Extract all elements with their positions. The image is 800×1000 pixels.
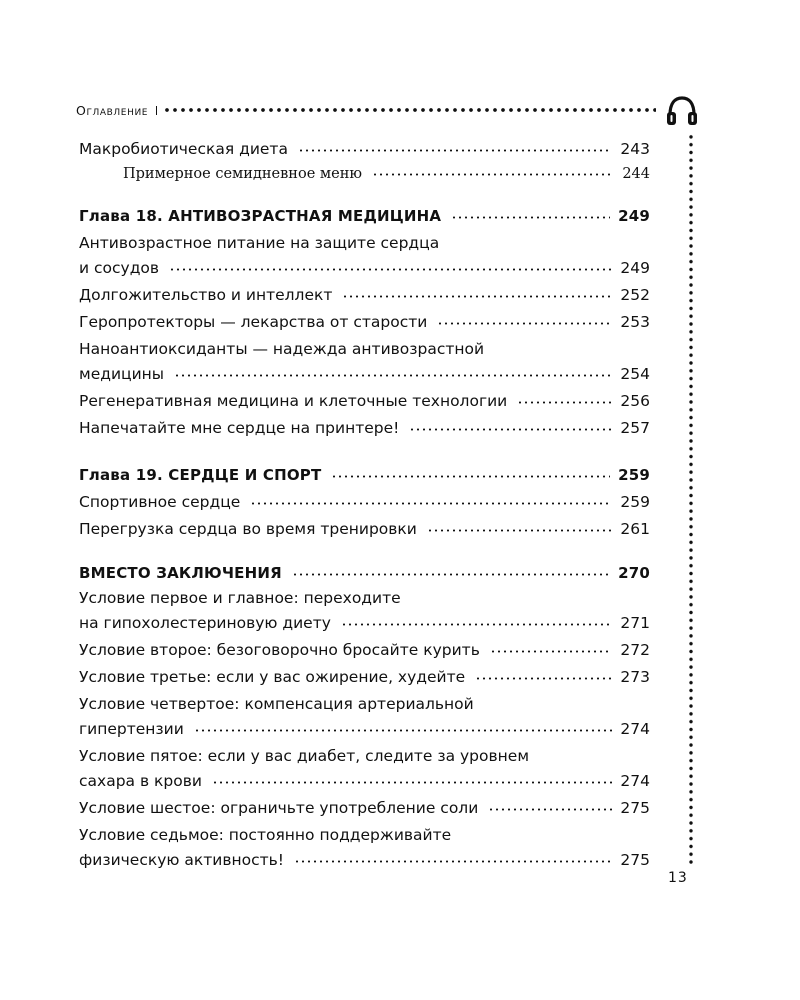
toc-entry (79, 586, 650, 636)
toc-entry (79, 204, 650, 229)
dot-leader (451, 207, 610, 222)
toc-entry (79, 692, 650, 742)
dot-leader (490, 641, 612, 657)
toc-line (79, 638, 650, 663)
toc-entry-title: Глава 19. СЕРДЦЕ И СПОРТ (79, 466, 322, 484)
toc-entry (79, 463, 650, 488)
toc-line (79, 490, 650, 515)
dot-leader (169, 259, 612, 275)
dot-leader (174, 365, 612, 381)
vertical-dotted-rule (689, 133, 693, 865)
dot-leader (292, 564, 610, 579)
toc-entry-title: Антивозрастное питание на защите сердца (79, 234, 440, 252)
toc-entry-title: Условие первое и главное: переходите (79, 589, 401, 607)
toc-entry (79, 744, 650, 794)
dot-leader (517, 392, 612, 408)
toc-line (79, 204, 650, 229)
toc-page-number: 244 (622, 166, 650, 182)
toc-entry-title: Условие третье: если у вас ожирение, худейте (79, 668, 466, 686)
toc-entry-title: Напечатайте мне сердце на принтере! (79, 419, 400, 437)
toc-entry-title: Условие второе: безоговорочно бросайте курить (79, 641, 480, 659)
toc-page-number: 274 (620, 720, 650, 738)
dot-leader (475, 668, 612, 684)
toc-page-number: 274 (620, 772, 650, 790)
header-dotted-rule (163, 108, 656, 112)
toc-line (79, 848, 650, 873)
toc-entry-title: и сосудов (79, 259, 160, 277)
dot-leader (194, 720, 612, 736)
toc-line (79, 362, 650, 387)
toc-entry-title: Глава 18. АНТИВОЗРАСТНАЯ МЕДИЦИНА (79, 207, 442, 225)
toc-line (79, 586, 650, 611)
toc-entry-title: Наноантиоксиданты — надежда антивозрастной (79, 340, 485, 358)
toc-entry (79, 416, 650, 441)
toc-line (79, 389, 650, 414)
toc-line (79, 283, 650, 308)
dot-leader (294, 851, 612, 867)
toc-line (79, 823, 650, 848)
toc-line (79, 717, 650, 742)
running-header (76, 98, 700, 122)
dot-leader (409, 419, 612, 435)
toc-entry-title: гипертензии (79, 720, 184, 738)
header-tick-mark (156, 106, 157, 115)
toc-line (79, 256, 650, 281)
toc-line (79, 611, 650, 636)
toc-page-number: 256 (620, 392, 650, 410)
toc-page-number: 273 (620, 668, 650, 686)
toc-entry (79, 283, 650, 308)
toc-entry-title: медицины (79, 365, 165, 383)
toc-entry (79, 638, 650, 663)
toc-page-number: 272 (620, 641, 650, 659)
toc-entry-title: Спортивное сердце (79, 493, 241, 511)
toc-entry (79, 162, 650, 187)
toc-entry-title: сахара в крови (79, 772, 202, 790)
dot-leader (298, 140, 612, 156)
toc-line (79, 692, 650, 717)
toc-page-number: 253 (620, 313, 650, 331)
toc-entry-title: Условие пятое: если у вас диабет, следите за уровнем (79, 747, 530, 765)
toc-entry-title: Регенеративная медицина и клеточные технологии (79, 392, 508, 410)
toc-entry (79, 231, 650, 281)
toc-entry (79, 823, 650, 873)
toc-line (79, 337, 650, 362)
dot-leader (488, 799, 612, 815)
toc-entry-title: Условие шестое: ограничьте употребление соли (79, 799, 479, 817)
toc-page-number: 249 (618, 207, 650, 225)
toc-entry-title: Условие четвертое: компенсация артериальной (79, 695, 474, 713)
toc-page-number: 259 (620, 493, 650, 511)
toc-line (79, 416, 650, 441)
headphones-icon (664, 94, 700, 128)
toc-page-number: 261 (620, 520, 650, 538)
toc-page-number: 271 (620, 614, 650, 632)
toc-page-number: 243 (620, 140, 650, 158)
dot-leader (250, 493, 612, 509)
toc-entry-title: физическую активность! (79, 851, 284, 869)
toc-line (79, 561, 650, 586)
dot-leader (341, 614, 612, 630)
toc-line (79, 310, 650, 335)
toc-line (79, 463, 650, 488)
toc-entry-title: Примерное семидневное меню (123, 166, 363, 182)
page-number: 13 (668, 870, 688, 886)
dot-leader (331, 466, 610, 481)
toc-page-number: 259 (618, 466, 650, 484)
dot-leader (437, 313, 612, 329)
toc-page-number: 275 (620, 799, 650, 817)
toc-entry (79, 490, 650, 515)
toc-entry-title: Геропротекторы — лекарства от старости (79, 313, 428, 331)
toc-entry (79, 517, 650, 542)
toc-entry (79, 561, 650, 586)
toc-line (79, 517, 650, 542)
dot-leader (342, 286, 612, 302)
toc-entry (79, 665, 650, 690)
toc-page-number: 249 (620, 259, 650, 277)
toc-line (79, 769, 650, 794)
dot-leader (372, 165, 612, 180)
toc-page-number: 257 (620, 419, 650, 437)
running-header-title: Оглавление (76, 102, 149, 118)
toc-line (79, 162, 650, 187)
toc-entry (79, 337, 650, 387)
table-of-contents (79, 137, 650, 873)
toc-entry-title: Условие седьмое: постоянно поддерживайте (79, 826, 452, 844)
toc-entry (79, 137, 650, 162)
toc-entry (79, 389, 650, 414)
toc-line (79, 665, 650, 690)
dot-leader (212, 772, 612, 788)
toc-entry-title: Долгожительство и интеллект (79, 286, 333, 304)
toc-page-number: 275 (620, 851, 650, 869)
toc-entry-title: Перегрузка сердца во время тренировки (79, 520, 417, 538)
toc-page-number: 254 (620, 365, 650, 383)
toc-entry-title: Макробиотическая диета (79, 140, 288, 158)
toc-line (79, 231, 650, 256)
toc-entry-title: ВМЕСТО ЗАКЛЮЧЕНИЯ (79, 564, 282, 582)
toc-page-number: 270 (618, 564, 650, 582)
toc-line (79, 744, 650, 769)
toc-page-number: 252 (620, 286, 650, 304)
toc-entry (79, 310, 650, 335)
toc-entry-title: на гипохолестериновую диету (79, 614, 331, 632)
dot-leader (427, 520, 612, 536)
toc-line (79, 796, 650, 821)
toc-entry (79, 796, 650, 821)
toc-line (79, 137, 650, 162)
